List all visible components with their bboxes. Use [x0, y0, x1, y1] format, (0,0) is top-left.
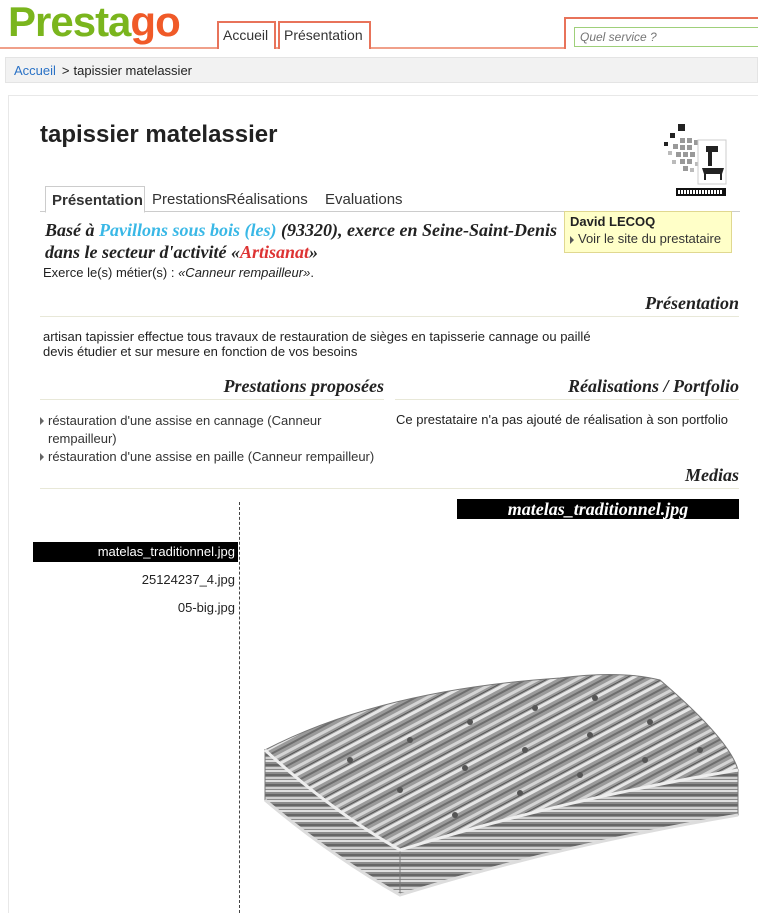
- arrow-right-icon: [40, 453, 44, 461]
- media-file-list: [33, 542, 238, 626]
- nav-tab-accueil[interactable]: Accueil: [217, 21, 276, 49]
- search-input[interactable]: [574, 27, 758, 47]
- breadcrumb-separator: >: [61, 63, 70, 78]
- prestations-list: [40, 412, 390, 466]
- prestago-logo[interactable]: [8, 0, 180, 44]
- breadcrumb-current: tapissier matelassier: [73, 63, 193, 78]
- section-heading-realisations: Réalisations / Portfolio: [395, 376, 739, 400]
- media-file-item[interactable]: matelas_traditionnel.jpg: [33, 542, 238, 562]
- section-heading-presentation: Présentation: [40, 293, 739, 317]
- lead-prefix: Basé à: [45, 220, 99, 240]
- presentation-description: [43, 329, 591, 359]
- section-heading-medias: Medias: [40, 465, 739, 489]
- tab-presentation[interactable]: Présentation: [45, 186, 145, 213]
- search-container: [564, 17, 758, 49]
- breadcrumb-home-link[interactable]: Accueil: [14, 63, 56, 78]
- description-line: devis étudier et sur mesure en fonction de vos besoins: [43, 344, 358, 359]
- metiers-label: Exerce le(s) métier(s) :: [43, 265, 179, 280]
- provider-name: David LECOQ: [570, 214, 656, 229]
- tab-prestations[interactable]: Prestations: [152, 191, 228, 208]
- prestation-label: réstauration d'une assise en cannage (Canneur rempailleur): [48, 413, 322, 446]
- metiers-value: «Canneur rempailleur»: [178, 265, 311, 280]
- media-divider: [239, 502, 240, 913]
- section-heading-prestations: Prestations proposées: [40, 376, 384, 400]
- provider-box: [564, 211, 732, 253]
- page-title: tapissier matelassier: [40, 121, 278, 148]
- tab-evaluations[interactable]: Evaluations: [325, 191, 403, 208]
- arrow-right-icon: [40, 417, 44, 425]
- realisations-empty-message: Ce prestataire n'a pas ajouté de réalisation à son portfolio: [396, 412, 729, 427]
- media-current-title: matelas_traditionnel.jpg: [457, 499, 739, 519]
- list-item[interactable]: [40, 412, 390, 448]
- media-image-mattress: [260, 650, 740, 910]
- prestation-label: réstauration d'une assise en paille (Canneur rempailleur): [48, 449, 375, 464]
- list-item[interactable]: [40, 448, 390, 466]
- logo-part-presta: Presta: [8, 0, 131, 45]
- description-line: artisan tapissier effectue tous travaux de restauration de sièges en tapisserie cannage ou paillé: [43, 329, 591, 344]
- provider-website-link-label: Voir le site du prestataire: [578, 231, 722, 246]
- lead-city-link[interactable]: Pavillons sous bois (les): [99, 220, 277, 240]
- lead-suffix: »: [309, 242, 318, 262]
- tab-realisations[interactable]: Réalisations: [226, 191, 308, 208]
- metiers-line: [43, 265, 314, 280]
- metiers-end: .: [310, 265, 314, 280]
- lead-sector-link[interactable]: Artisanat: [239, 242, 309, 262]
- arrow-right-icon: [570, 236, 574, 244]
- media-file-item[interactable]: 05-big.jpg: [177, 600, 235, 615]
- breadcrumb: [5, 57, 758, 83]
- nav-tab-presentation[interactable]: Présentation: [278, 21, 371, 49]
- media-file-item[interactable]: 25124237_4.jpg: [141, 572, 235, 587]
- logo-part-go: go: [130, 0, 180, 45]
- profile-tabs: [40, 186, 740, 212]
- provider-lead-text: [45, 219, 560, 263]
- provider-website-link[interactable]: [570, 231, 726, 246]
- lead-middle: (93320), exerce en Seine-Saint-Denis dans le secteur d'activité «: [45, 220, 557, 262]
